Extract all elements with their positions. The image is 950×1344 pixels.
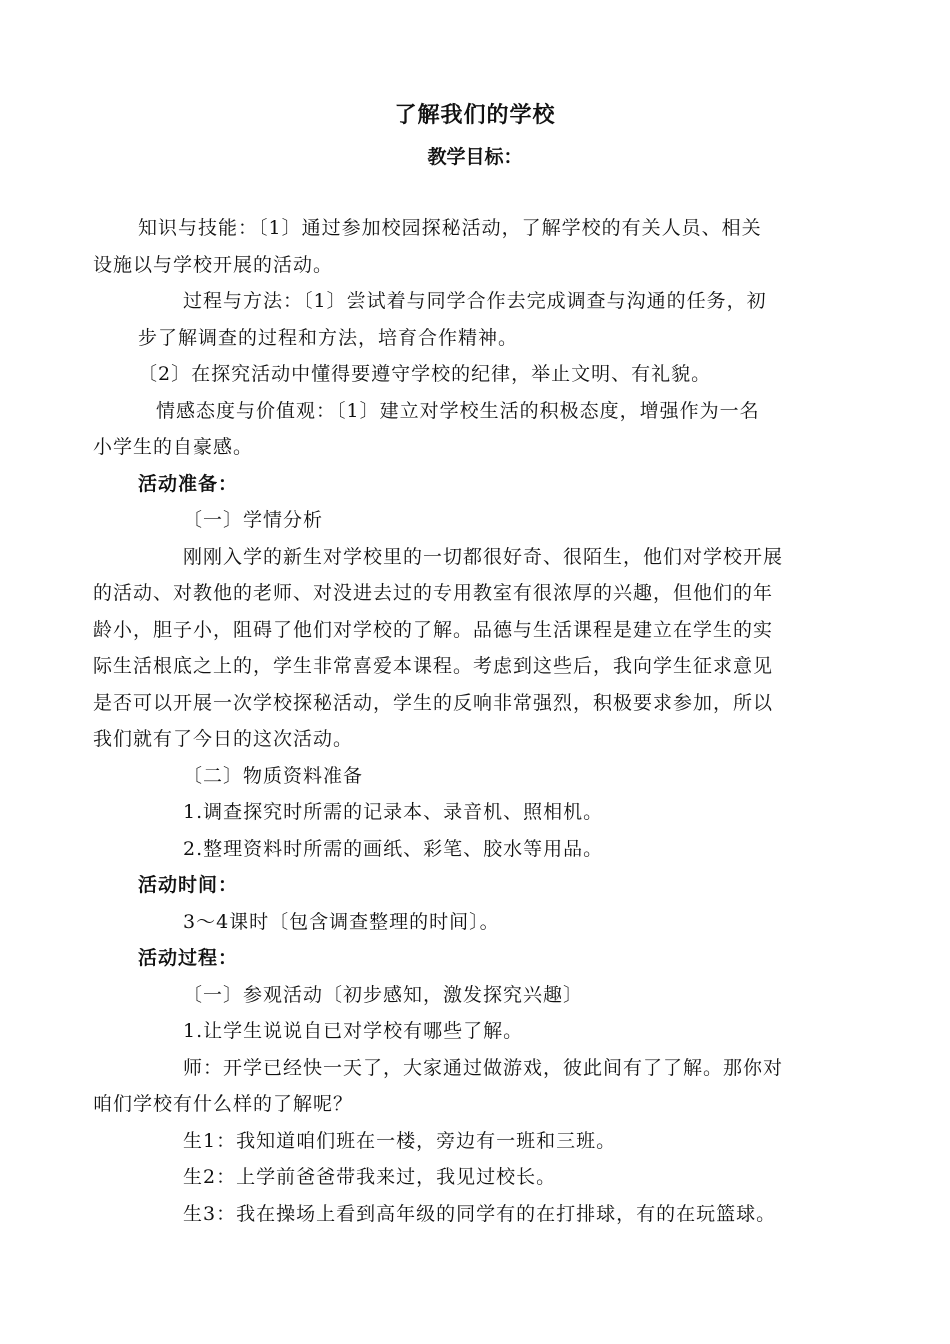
student-line-3: 生3：我在操场上看到高年级的同学有的在打排球，有的在玩篮球。 [183, 1202, 777, 1225]
materials-item-1: 1.调查探究时所需的记录本、录音机、照相机。 [183, 801, 604, 823]
analysis-line-2: 的活动、对教他的老师、对没进去过的专用教室有很浓厚的兴趣，但他们的年 [93, 582, 774, 604]
student-line-2: 生2：上学前爸爸带我来过，我见过校长。 [183, 1166, 557, 1188]
document-title: 了解我们的学校 [394, 102, 556, 128]
document-body [93, 210, 853, 1232]
analysis-line-6: 我们就有了今日的这次活动。 [93, 728, 354, 750]
goal-process-line-3: 〔2〕在探究活动中懂得要遵守学校的纪律，举止文明、有礼貌。 [138, 363, 712, 385]
student-line-1: 生1：我知道咱们班在一楼，旁边有一班和三班。 [183, 1129, 617, 1152]
materials-heading: 〔二〕物质资料准备 [183, 764, 364, 787]
analysis-line-4: 际生活根底之上的，学生非常喜爱本课程。考虑到这些后，我向学生征求意见 [93, 655, 774, 677]
prep-heading: 活动准备： [138, 472, 239, 495]
document-subtitle: 教学目标： [427, 146, 523, 168]
analysis-line-3: 龄小，胆子小，阻碍了他们对学校的了解。品德与生活课程是建立在学生的实 [93, 618, 774, 641]
teacher-line-2: 咱们学校有什么样的了解呢？ [93, 1093, 354, 1115]
goal-process-line-1: 过程与方法：〔1〕尝试着与同学合作去完成调查与沟通的任务，初 [183, 290, 767, 312]
step1-item: 1.让学生说说自已对学校有哪些了解。 [183, 1020, 524, 1042]
teacher-line-1: 师：开学已经快一天了，大家通过做游戏，彼此间有了了解。那你对 [183, 1056, 784, 1079]
step1-heading: 〔一〕参观活动〔初步感知，激发探究兴趣〕 [183, 983, 584, 1006]
process-heading: 活动过程： [138, 947, 239, 969]
goal-process-line-2: 步了解调查的过程和方法，培育合作精神。 [138, 326, 519, 349]
goal-emotion-line-2: 小学生的自豪感。 [93, 436, 254, 458]
materials-item-2: 2.整理资料时所需的画纸、彩笔、胶水等用品。 [183, 837, 604, 860]
goal-knowledge-line-1: 知识与技能：〔1〕通过参加校园探秘活动，了解学校的有关人员、相关 [138, 217, 762, 239]
analysis-heading: 〔一〕学情分析 [183, 509, 324, 531]
goal-emotion-line-1: 情感态度与价值观：〔1〕建立对学校生活的积极态度，增强作为一名 [156, 399, 760, 422]
analysis-line-1: 刚刚入学的新生对学校里的一切都很好奇、很陌生，他们对学校开展 [183, 545, 784, 568]
goal-knowledge-line-2: 设施以与学校开展的活动。 [93, 253, 334, 276]
time-heading: 活动时间： [138, 874, 239, 896]
time-text: 3～4课时〔包含调查整理的时间〕。 [183, 910, 500, 933]
analysis-line-5: 是否可以开展一次学校探秘活动，学生的反响非常强烈，积极要求参加，所以 [93, 691, 774, 714]
